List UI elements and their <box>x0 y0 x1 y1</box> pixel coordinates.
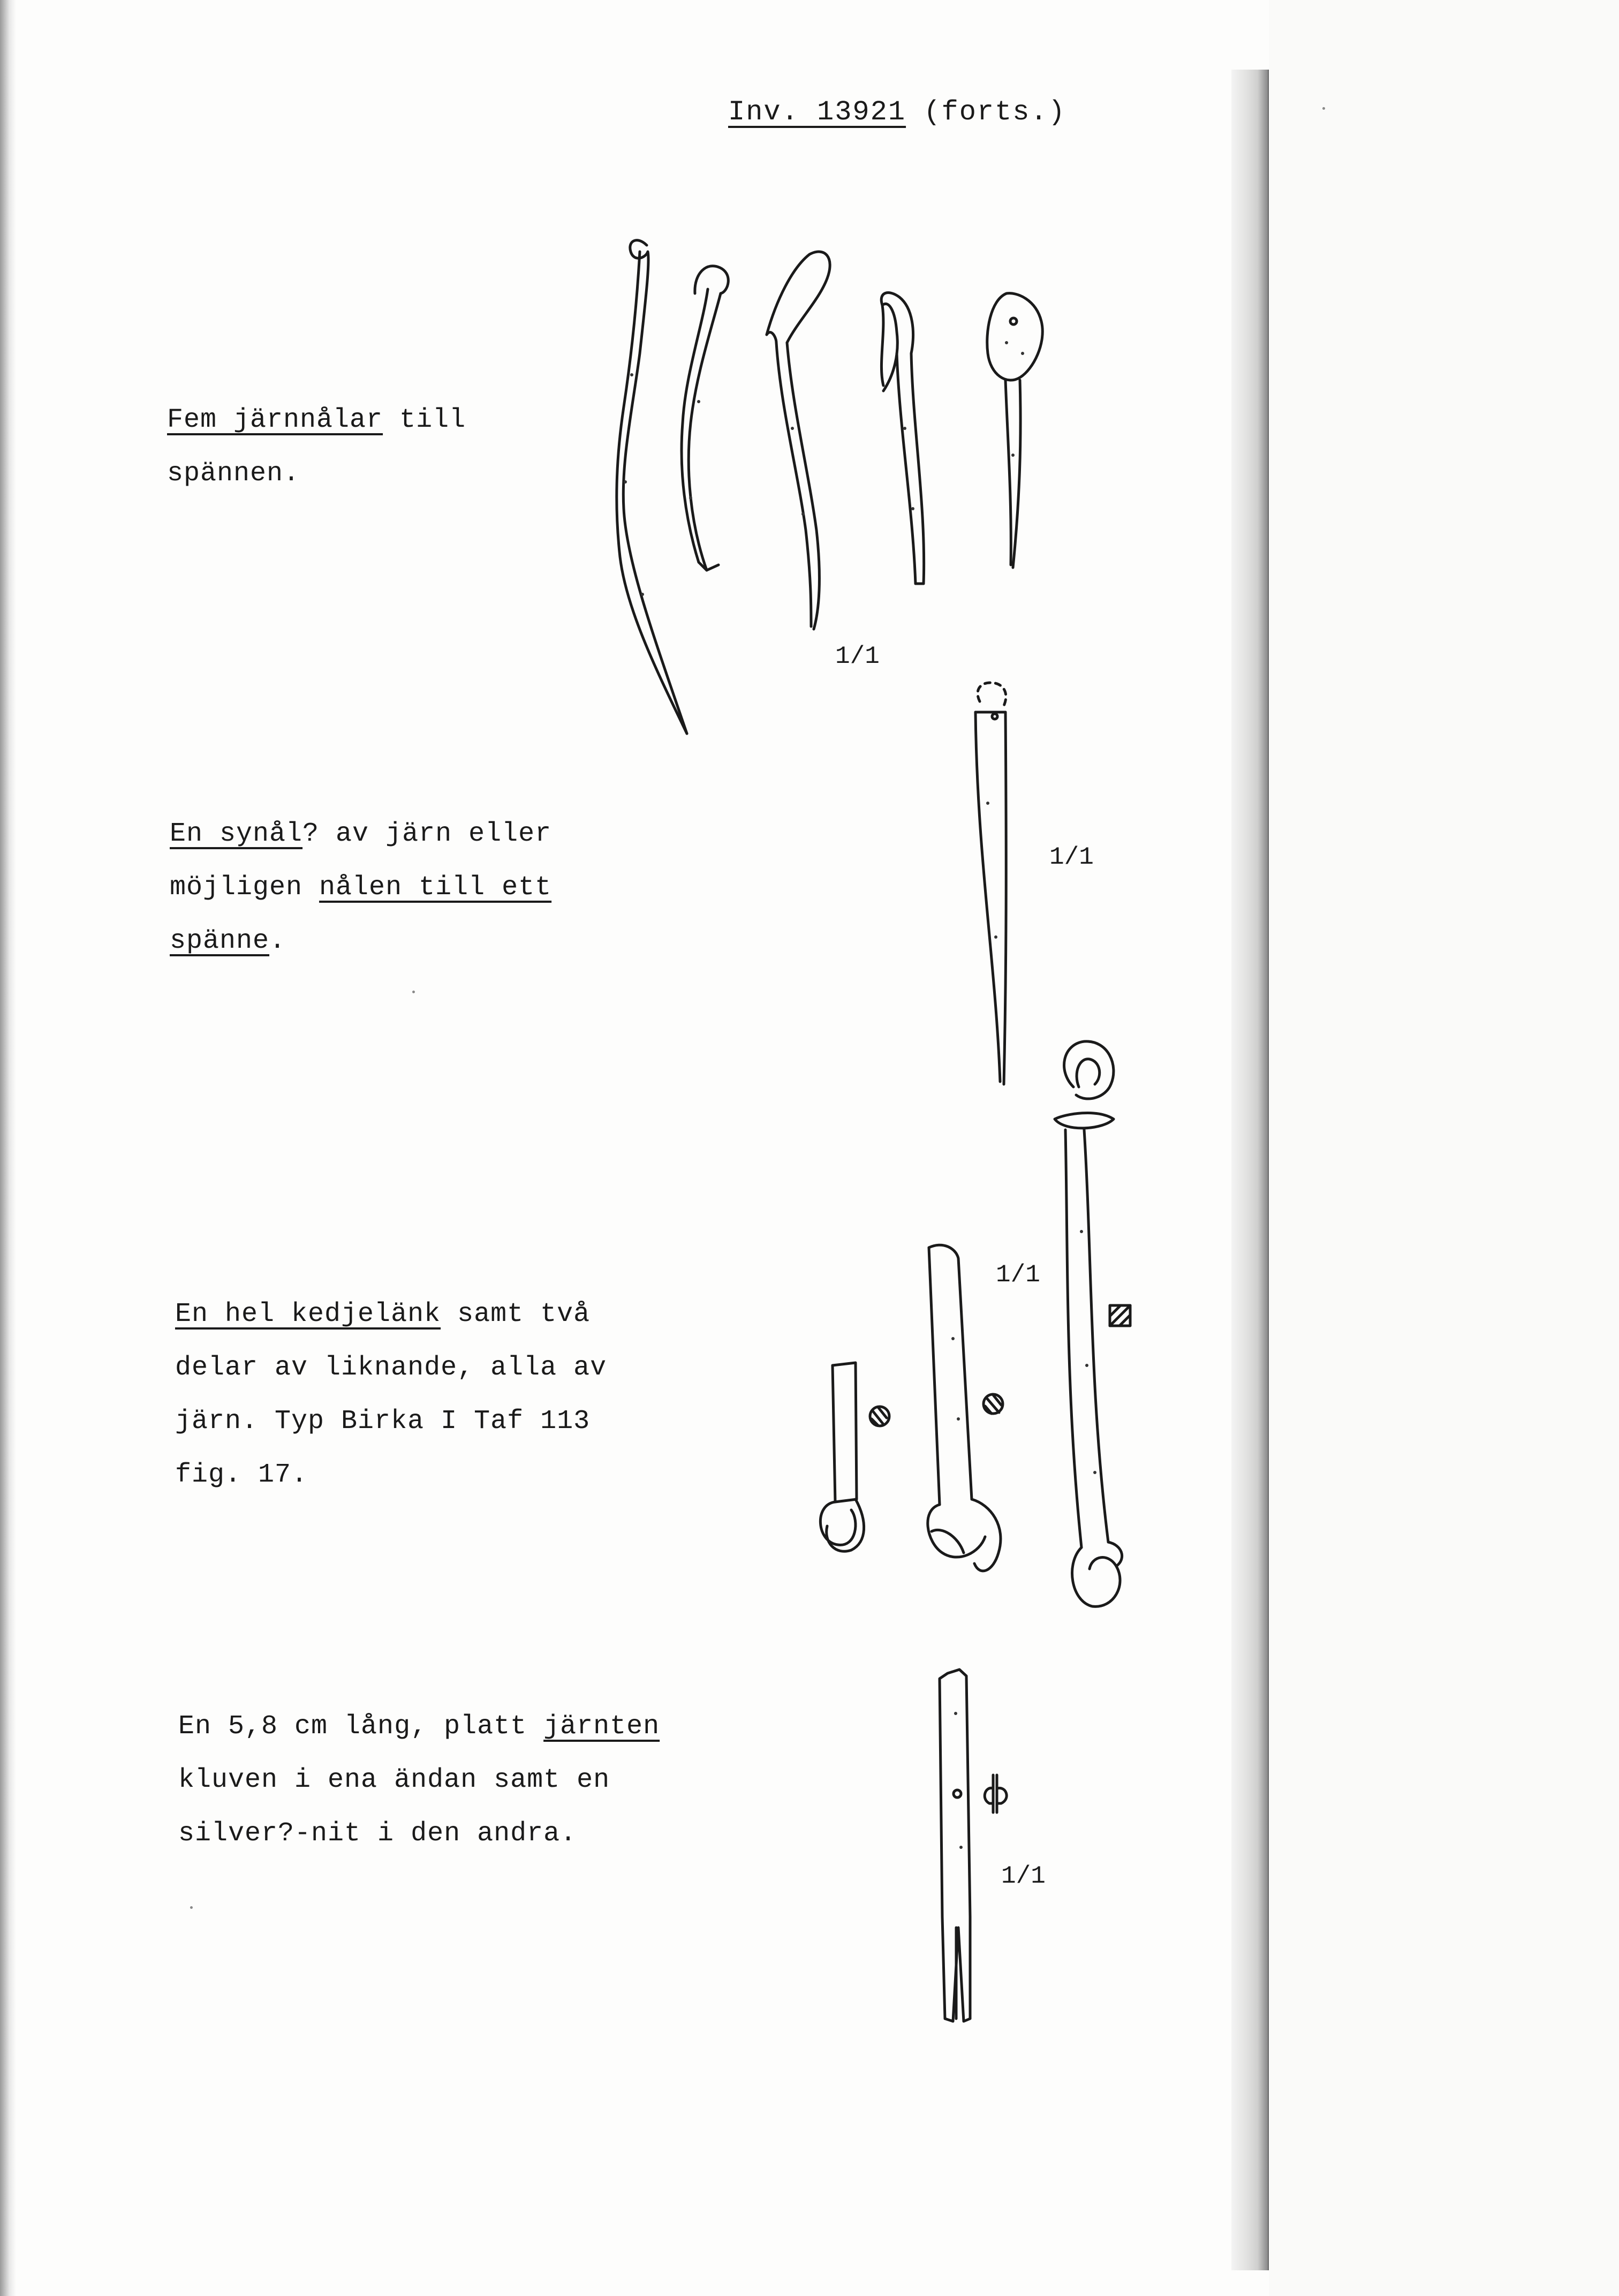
plain-text: ? av järn eller <box>302 819 552 849</box>
plain-text: möjligen <box>170 872 320 903</box>
iron-pin-1-drawing <box>617 240 687 734</box>
chain-fragment-medium-drawing <box>928 1245 1003 1571</box>
underlined-text: En synål <box>170 819 303 849</box>
underlined-text: järnten <box>543 1711 660 1742</box>
plain-text: spännen. <box>167 458 300 489</box>
plain-text: till <box>383 405 466 435</box>
scale-label-strip: 1/1 <box>1001 1862 1046 1890</box>
scale-label-chain: 1/1 <box>996 1261 1040 1289</box>
plain-text: fig. 17. <box>175 1460 308 1490</box>
paper-speck <box>1322 107 1325 110</box>
underlined-text: Fem järnnålar <box>167 405 383 435</box>
iron-pin-4-drawing <box>881 293 924 584</box>
iron-pin-3-drawing <box>767 252 830 629</box>
iron-pin-2-drawing <box>682 266 728 570</box>
iron-strip-drawing <box>940 1670 1007 2021</box>
scale-label-pins: 1/1 <box>835 643 880 670</box>
plain-text: järn. Typ Birka I Taf 113 <box>175 1406 591 1437</box>
plain-text: . <box>269 926 286 956</box>
underlined-text: nålen till ett <box>319 872 552 903</box>
underlined-text: En hel kedjelänk <box>175 1299 441 1330</box>
plain-text: silver?-nit i den andra. <box>178 1818 577 1849</box>
plain-text: delar av liknande, alla av <box>175 1353 607 1383</box>
needle-drawing <box>975 683 1006 1084</box>
inventory-number: Inv. 13921 <box>728 96 906 128</box>
chain-fragment-small-drawing <box>820 1363 889 1551</box>
plain-text: En 5,8 cm lång, platt <box>178 1711 544 1742</box>
plain-text: kluven i ena ändan samt en <box>178 1765 610 1795</box>
paper-speck <box>412 991 415 993</box>
inventory-suffix: (forts.) <box>924 96 1066 128</box>
underlined-text: spänne <box>170 926 270 956</box>
chain-link-full-drawing <box>1055 1041 1130 1607</box>
iron-pin-5-drawing <box>987 293 1042 568</box>
paper-speck <box>190 1906 193 1909</box>
plain-text: samt två <box>441 1299 591 1330</box>
scale-label-needle: 1/1 <box>1049 843 1094 871</box>
